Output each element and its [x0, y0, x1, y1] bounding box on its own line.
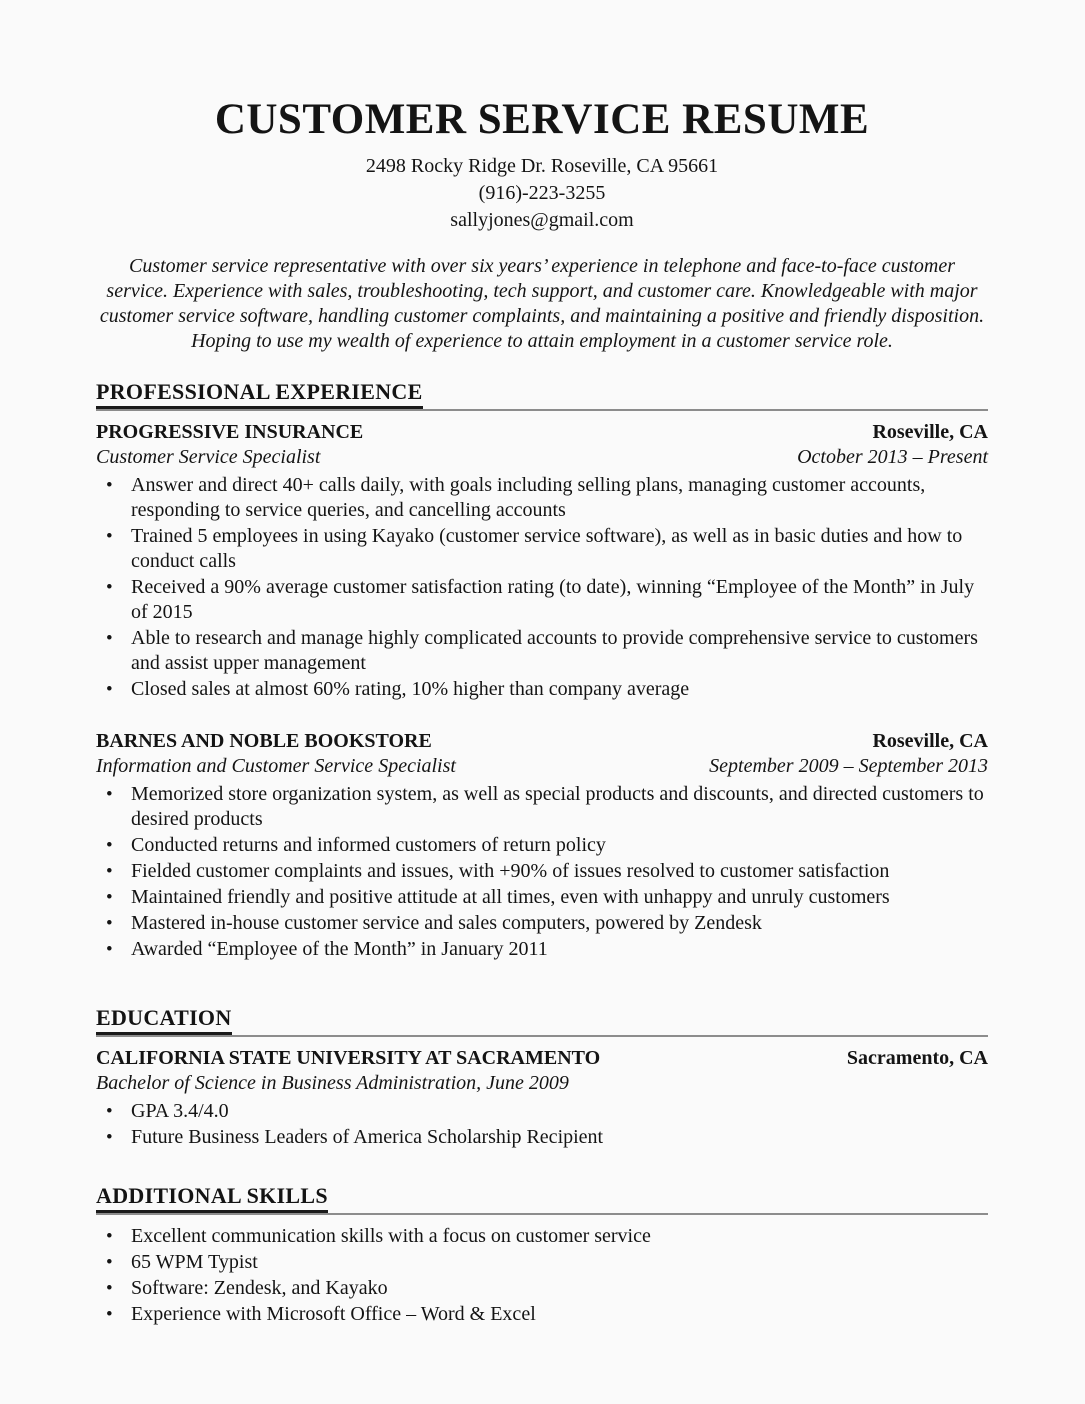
bullet-item: • Software: Zendesk, and Kayako: [96, 1276, 988, 1301]
section-heading-education-label: EDUCATION: [96, 1004, 232, 1035]
section-skills: [96, 1182, 988, 1327]
section-heading-skills: [96, 1182, 988, 1215]
bullet-item: • Fielded customer complaints and issues, with +90% of issues resolved to customer satisfaction: [96, 859, 988, 884]
resume-title: CUSTOMER SERVICE RESUME: [214, 96, 870, 143]
bullet-item: • Experience with Microsoft Office – Word & Excel: [96, 1302, 988, 1327]
bullet-item: • GPA 3.4/4.0: [96, 1099, 988, 1124]
school-name: CALIFORNIA STATE UNIVERSITY AT SACRAMENTO: [96, 1047, 601, 1070]
section-experience: [96, 378, 988, 962]
bullet-item: • Closed sales at almost 60% rating, 10% higher than company average: [96, 677, 988, 702]
bullet-item: • 65 WPM Typist: [96, 1250, 988, 1275]
school-location: Sacramento, CA: [846, 1047, 988, 1070]
bullet-item: • Maintained friendly and positive attitude at all times, even with unhappy and unruly customers: [96, 885, 988, 910]
contact-email: sallyjones@gmail.com: [450, 209, 634, 232]
summary-paragraph: Customer service representative with over six years’ experience in telephone and face-to-face customer service. Experience with sales, troubleshooting, tech support, and customer care. Knowledgeable with major customer service software, handling customer complaints, and maintaining a positive and friendly disposition. Hoping to use my wealth of experience to attain employment in a customer service role.: [99, 255, 985, 353]
job-progressive-insurance: [96, 420, 988, 702]
bullet-item: • Excellent communication skills with a focus on customer service: [96, 1224, 988, 1249]
job-bullet-list: [96, 473, 988, 702]
section-education: [96, 1004, 988, 1150]
job-role: Information and Customer Service Specialist: [96, 755, 456, 778]
section-heading-experience: [96, 378, 988, 411]
job-role: Customer Service Specialist: [96, 446, 321, 469]
contact-address: 2498 Rocky Ridge Dr. Roseville, CA 95661: [365, 155, 719, 178]
job-dates: September 2009 – September 2013: [709, 755, 988, 778]
job-location: Roseville, CA: [872, 421, 988, 444]
job-bullet-list: [96, 782, 988, 962]
job-company: BARNES AND NOBLE BOOKSTORE: [96, 730, 432, 753]
bullet-item: • Received a 90% average customer satisfaction rating (to date), winning “Employee of the Month” in July of 2015: [96, 575, 988, 625]
job-company: PROGRESSIVE INSURANCE: [96, 421, 364, 444]
bullet-item: • Answer and direct 40+ calls daily, with goals including selling plans, managing customer accounts, responding to service queries, and cancelling accounts: [96, 473, 988, 523]
section-heading-skills-label: ADDITIONAL SKILLS: [96, 1182, 328, 1213]
bullet-item: • Future Business Leaders of America Scholarship Recipient: [96, 1125, 988, 1150]
education-bullet-list: [96, 1099, 988, 1150]
bullet-item: • Mastered in-house customer service and sales computers, powered by Zendesk: [96, 911, 988, 936]
bullet-item: • Awarded “Employee of the Month” in January 2011: [96, 937, 988, 962]
job-barnes-and-noble: [96, 729, 988, 962]
bullet-item: • Trained 5 employees in using Kayako (customer service software), as well as in basic duties and how to conduct calls: [96, 524, 988, 574]
skills-bullet-list: [96, 1224, 988, 1327]
bullet-item: • Memorized store organization system, as well as special products and discounts, and directed customers to desired products: [96, 782, 988, 832]
section-heading-experience-label: PROFESSIONAL EXPERIENCE: [96, 378, 423, 409]
job-location: Roseville, CA: [872, 730, 988, 753]
bullet-item: • Able to research and manage highly complicated accounts to provide comprehensive service to customers and assist upper management: [96, 626, 988, 676]
degree: Bachelor of Science in Business Administration, June 2009: [96, 1072, 569, 1095]
education-entry: [96, 1046, 988, 1150]
job-dates: October 2013 – Present: [797, 446, 988, 469]
section-heading-education: [96, 1004, 988, 1037]
bullet-item: • Conducted returns and informed customers of return policy: [96, 833, 988, 858]
contact-phone: (916)-223-3255: [478, 182, 606, 205]
